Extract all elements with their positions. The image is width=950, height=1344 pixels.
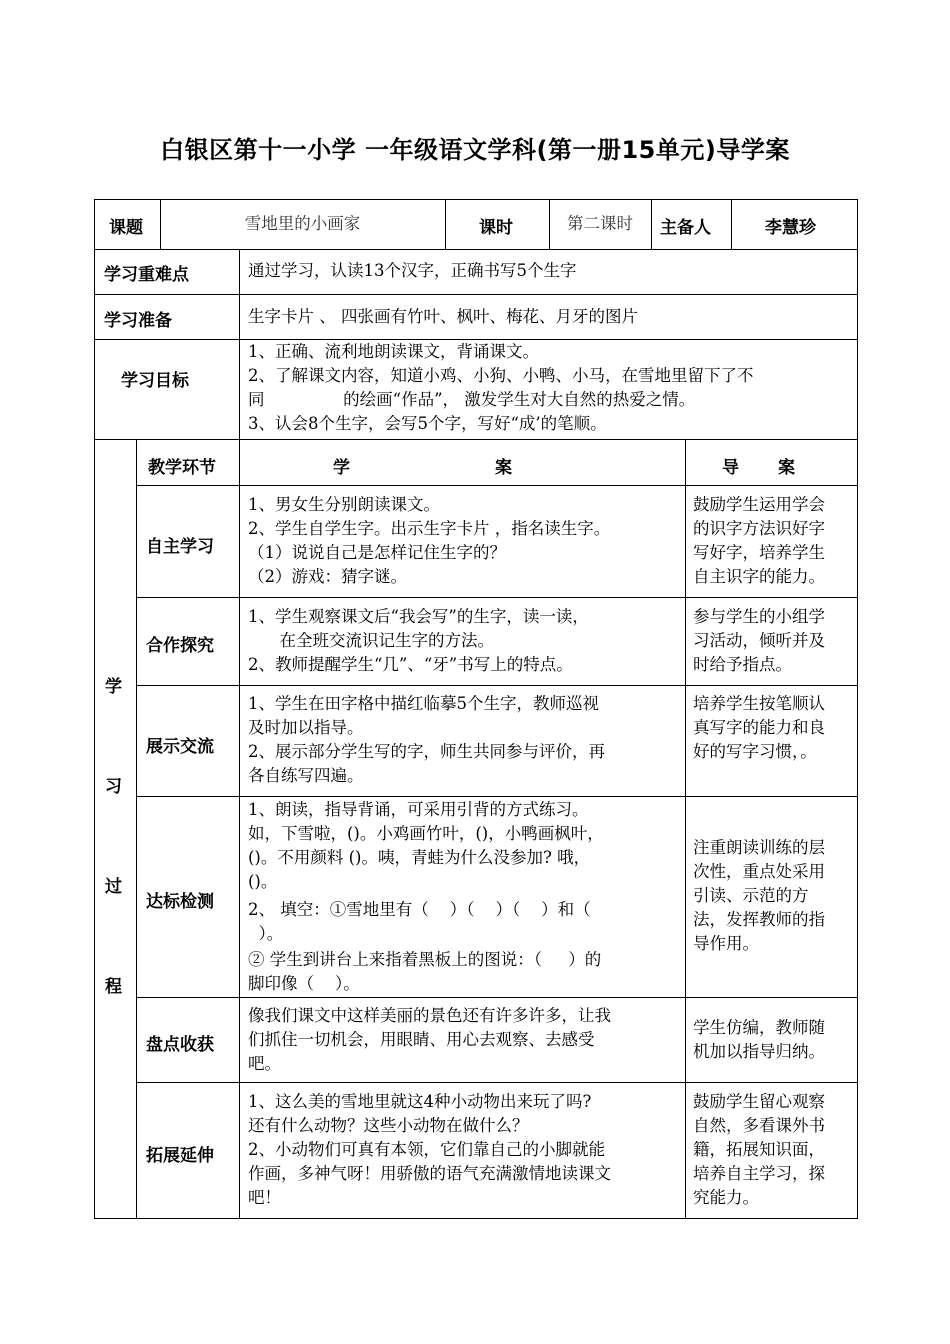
xue-line: 2、 填空：①雪地里有（ ）（ ）（ ）和（ [248, 900, 591, 919]
zhongnandian-text: 通过学习，认读13个汉字，正确书写5个生字 [248, 261, 577, 280]
col-divider [239, 439, 240, 1219]
dao-line: 鼓励学生留心观察 [693, 1092, 825, 1111]
xue-line: 作画，多神气呀！用骄傲的语气充满激情地读课文 [248, 1164, 611, 1183]
dao-line: 真写字的能力和良 [693, 718, 825, 737]
huanjie-label: 盘点收获 [146, 1035, 214, 1055]
dao-line: 自然，多看课外书 [693, 1116, 825, 1135]
row-divider [136, 685, 858, 686]
col-divider [136, 439, 137, 1219]
xue-line: 们抓住一切机会，用眼睛、用心去观察、去感受 [248, 1030, 595, 1049]
process-side-char: 过 [105, 877, 122, 897]
dao-line: 培养自主学习，探 [693, 1164, 825, 1183]
xue-line: 2、学生自学生字。出示生字卡片 ，指名读生字。 [248, 519, 611, 538]
dao-line: 参与学生的小组学 [693, 607, 825, 626]
col-divider [239, 249, 240, 439]
row-divider [136, 485, 858, 486]
page-title: 白银区第十一小学 一年级语文学科(第一册15单元)导学案 [160, 136, 790, 164]
dao-line: 习活动，倾听并及 [693, 631, 825, 650]
zhunbei-label: 学习准备 [104, 311, 172, 331]
dao-line: 时给予指点。 [693, 655, 792, 674]
dao-line: 籍，拓展知识面， [693, 1140, 825, 1159]
an2-header: 案 [778, 458, 795, 478]
xue-line: 及时加以指导。 [248, 718, 364, 737]
xue-line: ()。 [248, 872, 278, 891]
row-divider [94, 249, 858, 250]
xue-line: （2）游戏：猜字谜。 [248, 567, 407, 586]
xue-line: 2、小动物们可真有本领，它们靠自己的小脚就能 [248, 1140, 605, 1159]
dao-line: 自主识字的能力。 [693, 567, 825, 586]
dao-line: 究能力。 [693, 1188, 759, 1207]
mubiao-line: 1、正确、流利地朗读课文，背诵课文。 [248, 342, 539, 361]
dao-line: 注重朗读训练的层 [693, 838, 825, 857]
col-divider [685, 439, 686, 1219]
dao-line: 机加以指导归纳。 [693, 1042, 825, 1061]
dao-line: 次性，重点处采用 [693, 862, 825, 881]
row-divider [94, 294, 858, 295]
xue-line: （1）说说自己是怎样记住生字的？ [248, 543, 506, 562]
xue-line: 在全班交流识记生字的方法。 [248, 631, 494, 650]
mubiao-line: 3、认会8个生字，会写5个字，写好“成’的笔顺。 [248, 414, 607, 433]
process-side-char: 习 [105, 777, 122, 797]
keshi-label: 课时 [479, 218, 513, 238]
mubiao-line: 同 的绘画“作品”， 激发学生对大自然的热爱之情。 [248, 390, 696, 409]
xue-line: 像我们课文中这样美丽的景色还有许多许多，让我 [248, 1006, 611, 1025]
dao-line: 学生仿编，教师随 [693, 1018, 825, 1037]
dao-line: 培养学生按笔顺认 [693, 694, 825, 713]
xue-line: 1、学生观察课文后“我会写”的生字，读一读， [248, 607, 589, 626]
xue-line: 吧。 [248, 1054, 281, 1073]
row-divider [136, 997, 858, 998]
xue-line: 1、朗读，指导背诵，可采用引背的方式练习。 [248, 800, 589, 819]
zhunbei-text: 生字卡片 、 四张画有竹叶、枫叶、梅花、月牙的图片 [248, 307, 638, 326]
row-divider [94, 439, 858, 440]
xue-line: ② 学生到讲台上来指着黑板上的图说：（ ）的 [248, 950, 602, 969]
process-side-char: 程 [105, 977, 122, 997]
xue-line: 还有什么动物？这些小动物在做什么？ [248, 1116, 529, 1135]
dao-line: 写好字，培养学生 [693, 543, 825, 562]
dao-header: 导 [722, 458, 739, 478]
xue-line: 2、展示部分学生写的字，师生共同参与评价，再 [248, 742, 605, 761]
row-divider [136, 1082, 858, 1083]
xue-line: 吧！ [248, 1188, 281, 1207]
dao-line: 的识字方法识好字 [693, 519, 825, 538]
row-divider [136, 796, 858, 797]
huanjie-header: 教学环节 [148, 458, 216, 478]
zhubei-value: 李慧珍 [765, 218, 816, 238]
mubiao-line: 2、了解课文内容，知道小鸡、小狗、小鸭、小马，在雪地里留下了不 [248, 366, 754, 385]
huanjie-label: 合作探究 [146, 636, 214, 656]
dao-line: 法，发挥教师的指 [693, 910, 825, 929]
xue-line: 各自练写四遍。 [248, 766, 364, 785]
xue-line: 脚印像（ ）。 [248, 974, 360, 993]
huanjie-label: 展示交流 [146, 737, 214, 757]
keshi-value: 第二课时 [567, 214, 633, 233]
an-header: 案 [495, 458, 512, 478]
xue-line: 1、学生在田字格中描红临摹5个生字，教师巡视 [248, 694, 599, 713]
xue-line: ()。不用颜料 ()。咦，青蛙为什么没参加? 哦， [248, 848, 591, 867]
col-divider [651, 199, 652, 249]
xue-line: 1、这么美的雪地里就这4种小动物出来玩了吗? [248, 1092, 592, 1111]
xue-line: 2、教师提醒学生“几”、“牙”书写上的特点。 [248, 655, 573, 674]
xue-line: 1、男女生分别朗读课文。 [248, 495, 440, 514]
dao-line: 好的写字习惯，。 [693, 742, 817, 761]
row-divider [136, 597, 858, 598]
col-divider [731, 199, 732, 249]
keti-value: 雪地里的小画家 [244, 214, 361, 233]
mubiao-label: 学习目标 [121, 371, 189, 391]
xue-line: ）。 [248, 924, 284, 943]
dao-line: 引读、示范的方 [693, 886, 809, 905]
zhongnandian-label: 学习重难点 [104, 265, 189, 285]
process-side-char: 学 [105, 677, 122, 697]
keti-label: 课题 [109, 218, 143, 238]
dao-line: 鼓励学生运用学会 [693, 495, 825, 514]
huanjie-label: 自主学习 [146, 537, 214, 557]
xue-header: 学 [333, 458, 350, 478]
dao-line: 导作用。 [693, 934, 759, 953]
huanjie-label: 拓展延伸 [146, 1146, 214, 1166]
huanjie-label: 达标检测 [146, 892, 214, 912]
zhubei-label: 主备人 [660, 218, 711, 238]
col-divider [445, 199, 446, 249]
xue-line: 如，下雪啦，()。小鸡画竹叶，()，小鸭画枫叶， [248, 824, 604, 843]
